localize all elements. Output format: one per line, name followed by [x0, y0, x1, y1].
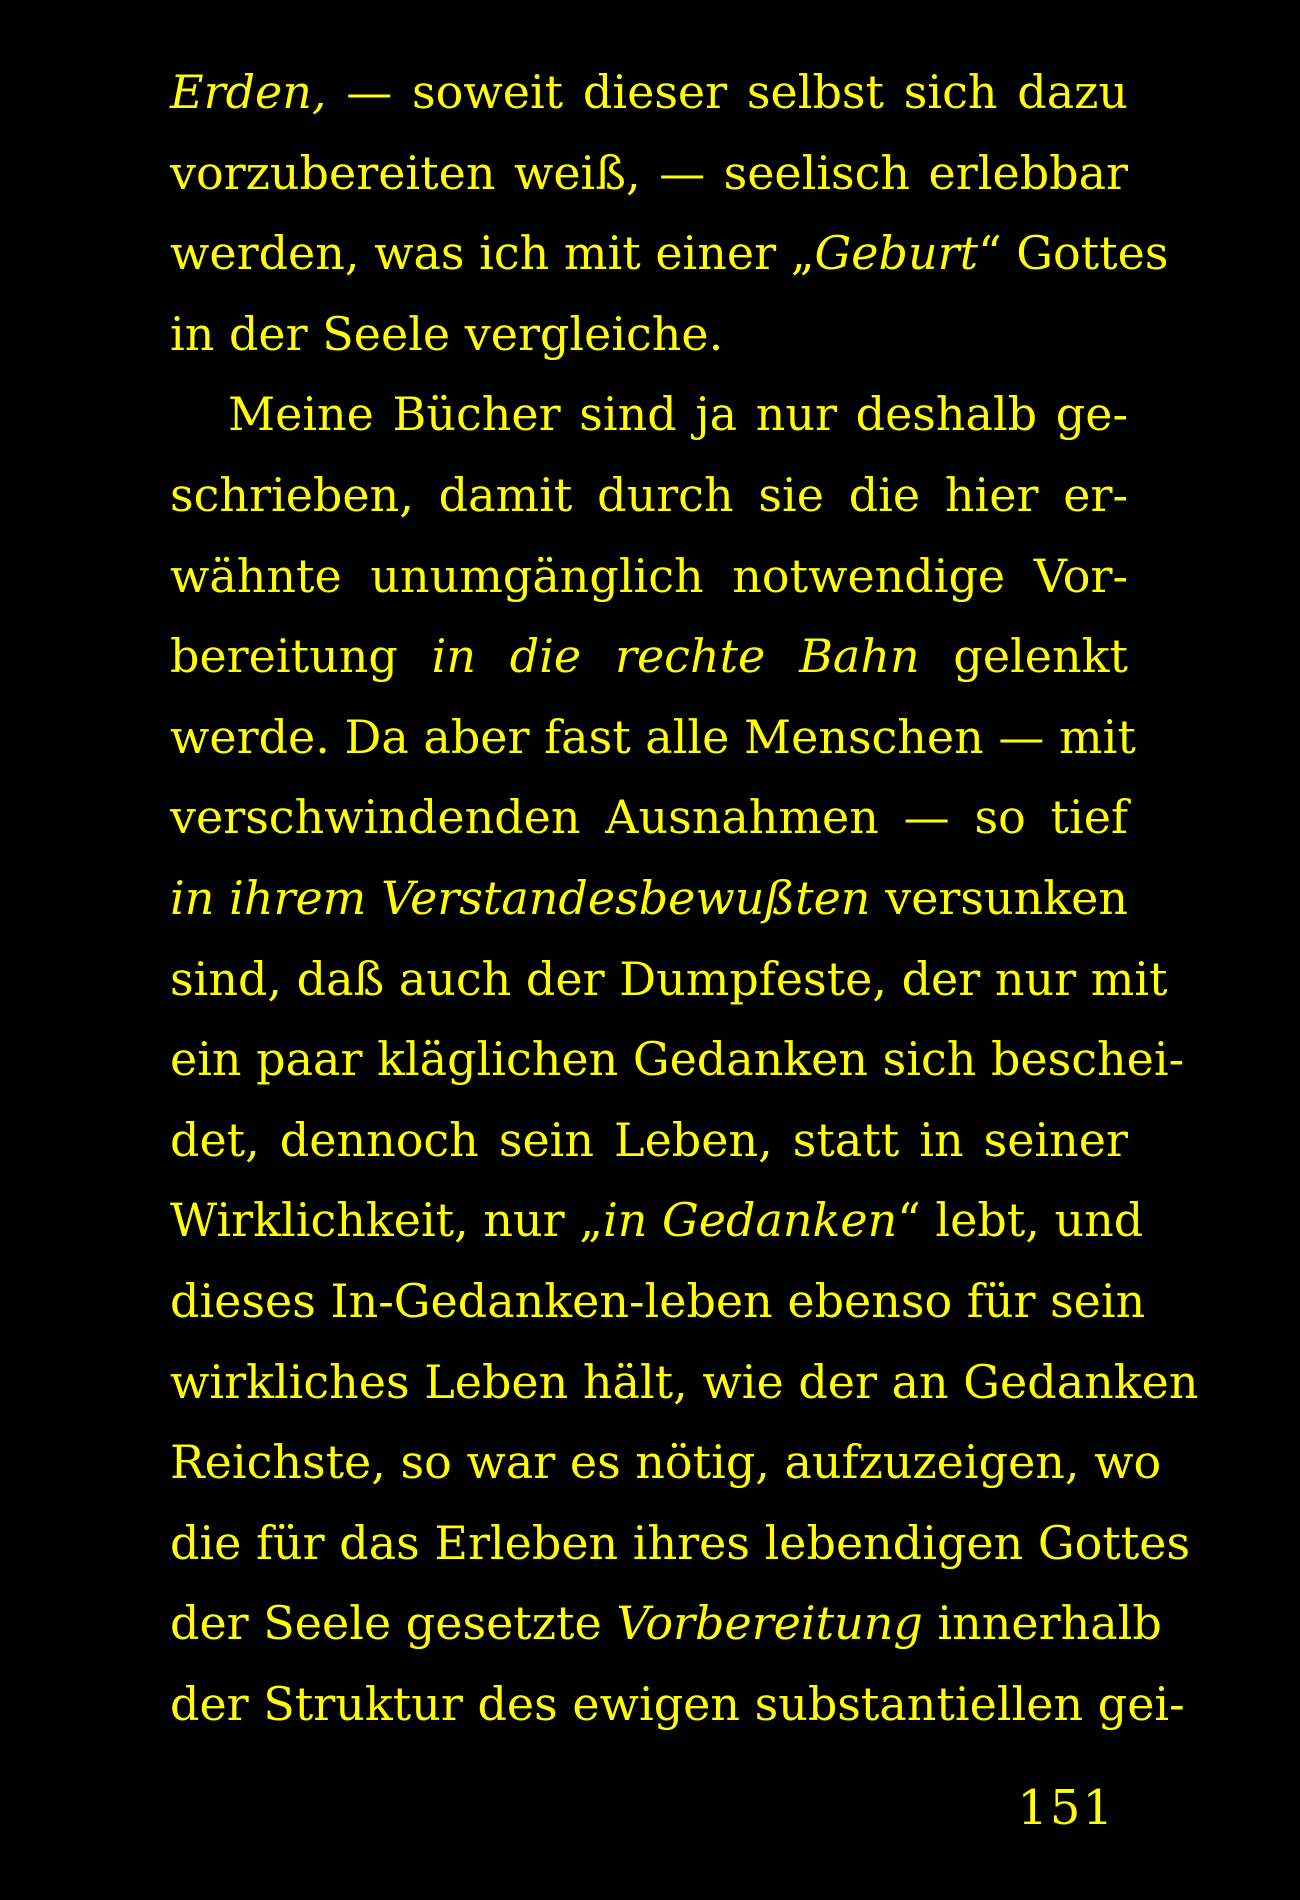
- text-line: [170, 1019, 1185, 1100]
- text-segment: in der Seele vergleiche.: [170, 306, 724, 361]
- text-line: [170, 294, 1128, 375]
- text-segment: Wirklichkeit, nur „: [170, 1193, 604, 1248]
- text-segment: innerhalb: [922, 1596, 1162, 1651]
- italic-text-segment: in Gedanken: [603, 1193, 898, 1248]
- text-segment: bereitung: [170, 629, 432, 684]
- text-line: [170, 777, 1128, 858]
- text-segment: wähnte unumgänglich notwendige Vor-: [170, 548, 1128, 603]
- italic-text-segment: Erden,: [170, 65, 327, 119]
- text-segment: der Struktur des ewigen substantiellen gei-: [170, 1676, 1185, 1731]
- text-line: [170, 1342, 1199, 1423]
- text-segment: Meine Bücher sind ja nur deshalb ge-: [228, 387, 1128, 442]
- text-line: [170, 858, 1128, 939]
- body-text: [170, 52, 1199, 1744]
- italic-text-segment: Geburt: [814, 226, 979, 281]
- text-segment: “ lebt, und: [897, 1193, 1144, 1248]
- text-segment: ein paar kläglichen Gedanken sich beschei-: [170, 1032, 1185, 1087]
- text-segment: werde. Da aber fast alle Menschen — mit: [170, 709, 1136, 764]
- text-segment: vorzubereiten weiß, — seelisch erlebbar: [170, 145, 1128, 200]
- text-line: [170, 1100, 1128, 1181]
- text-line: [170, 1180, 1144, 1261]
- text-line: [170, 1261, 1146, 1342]
- text-segment: dieses In-Gedanken-leben ebenso für sein: [170, 1273, 1146, 1328]
- text-segment: sind, daß auch der Dumpfeste, der nur mit: [170, 951, 1168, 1006]
- text-line: [170, 455, 1128, 536]
- text-line: [170, 52, 1128, 133]
- text-line: [170, 374, 1128, 455]
- text-segment: “ Gottes: [978, 226, 1169, 281]
- text-segment: det, dennoch sein Leben, statt in seiner: [170, 1112, 1128, 1167]
- text-segment: verschwindenden Ausnahmen — so tief: [170, 790, 1128, 845]
- text-segment: die für das Erleben ihres lebendigen Gottes: [170, 1515, 1191, 1570]
- text-segment: schrieben, damit durch sie die hier er-: [170, 467, 1128, 522]
- text-line: [170, 697, 1136, 778]
- text-line: [170, 133, 1128, 214]
- text-line: [170, 939, 1168, 1020]
- text-line: [170, 1503, 1191, 1584]
- text-line: [170, 1664, 1185, 1745]
- text-line: [170, 213, 1169, 294]
- text-segment: gelenkt: [919, 629, 1129, 684]
- text-line: [170, 536, 1128, 617]
- text-line: [170, 1583, 1162, 1664]
- italic-text-segment: Vorbereitung: [616, 1596, 923, 1651]
- text-line: [170, 1422, 1162, 1503]
- page-number: 151: [1017, 1780, 1115, 1836]
- text-segment: Reichste, so war es nötig, aufzuzeigen, wo: [170, 1435, 1162, 1490]
- text-line: [170, 616, 1128, 697]
- text-segment: der Seele gesetzte: [170, 1596, 617, 1651]
- text-segment: versunken: [870, 870, 1129, 925]
- italic-text-segment: in ihrem Verstandesbewußten: [170, 870, 871, 925]
- text-segment: werden, was ich mit einer „: [170, 226, 815, 281]
- italic-text-segment: in die rechte Bahn: [431, 629, 920, 684]
- text-segment: wirkliches Leben hält, wie der an Gedanken: [170, 1354, 1199, 1409]
- text-segment: — soweit dieser selbst sich dazu: [326, 65, 1128, 119]
